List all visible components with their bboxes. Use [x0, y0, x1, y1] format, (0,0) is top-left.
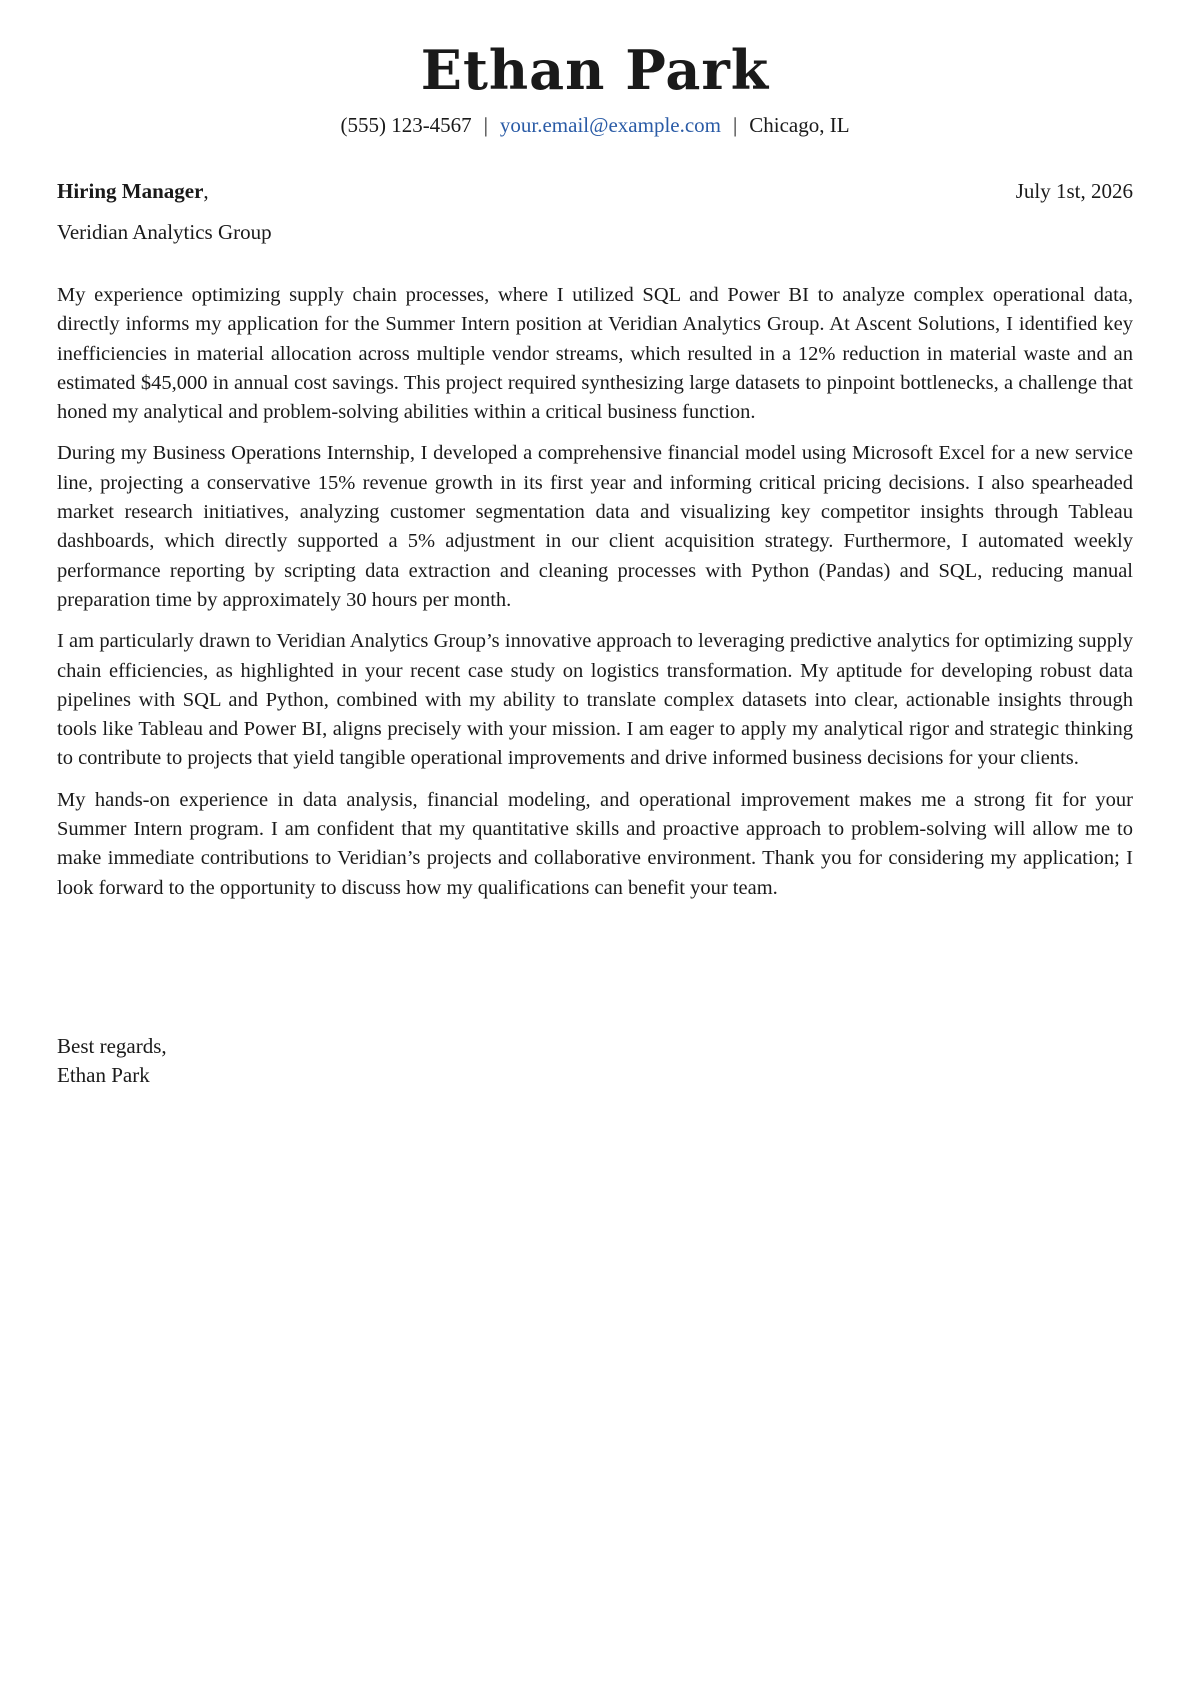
recipient-row	[57, 178, 1133, 204]
signature: Ethan Park	[57, 1063, 150, 1087]
letter-closing	[57, 1032, 167, 1090]
contact-line	[0, 112, 1190, 138]
contact-separator: |	[483, 113, 488, 137]
body-paragraph: During my Business Operations Internship, I developed a comprehensive financial model using Microsoft Excel for a new service line, projecting a conservative 15% revenue growth in its first year and informing critical pricing decisions. I also spearheaded market research initiatives, analyzing customer segmentation data and visualizing key competitor insights through Tableau dashboards, which directly supported a 5% adjustment in our client acquisition strategy. Furthermore, I automated weekly performance reporting by scripting data extraction and cleaning processes with Python (Pandas) and SQL, reducing manual preparation time by approximately 30 hours per month.	[57, 442, 1133, 611]
contact-separator: |	[733, 113, 738, 137]
letter-body	[57, 281, 1133, 915]
phone-number: (555) 123-4567	[340, 113, 472, 137]
body-paragraph: My hands-on experience in data analysis, financial modeling, and operational improvement makes me a strong fit for your Summer Intern program. I am confident that my quantitative skills and proactive approach to problem-solving will allow me to make immediate contributions to Veridian’s projects and collaborative environment. Thank you for considering my application; I look forward to the opportunity to discuss how my qualifications can benefit your team.	[57, 788, 1133, 899]
location: Chicago, IL	[749, 113, 850, 137]
recipient-punctuation: ,	[203, 179, 209, 203]
recipient-title: Hiring Manager	[57, 179, 204, 203]
recipient-company: Veridian Analytics Group	[57, 220, 272, 244]
letter-date: July 1st, 2026	[1015, 179, 1133, 203]
body-paragraph: I am particularly drawn to Veridian Analytics Group’s innovative approach to leveraging predictive analytics for optimizing supply chain efficiencies, as highlighted in your recent case study on logistics transformation. My aptitude for developing robust data pipelines with SQL and Python, combined with my ability to translate complex datasets into clear, actionable insights through tools like Tableau and Power BI, aligns precisely with your mission. I am eager to apply my analytical rigor and strategic thinking to contribute to projects that yield tangible operational improvements and drive informed business decisions for your clients.	[57, 630, 1133, 770]
email-link[interactable]: your.email@example.com	[499, 113, 722, 137]
valediction: Best regards,	[57, 1034, 167, 1058]
applicant-name: Ethan Park	[420, 38, 770, 102]
body-paragraph: My experience optimizing supply chain processes, where I utilized SQL and Power BI to analyze complex operational data, directly informs my application for the Summer Intern position at Veridian Analytics Group. At Ascent Solutions, I identified key inefficiencies in material allocation across multiple vendor streams, which resulted in a 12% reduction in material waste and an estimated $45,000 in annual cost savings. This project required synthesizing large datasets to pinpoint bottlenecks, a challenge that honed my analytical and problem-solving abilities within a critical business function.	[57, 284, 1133, 424]
